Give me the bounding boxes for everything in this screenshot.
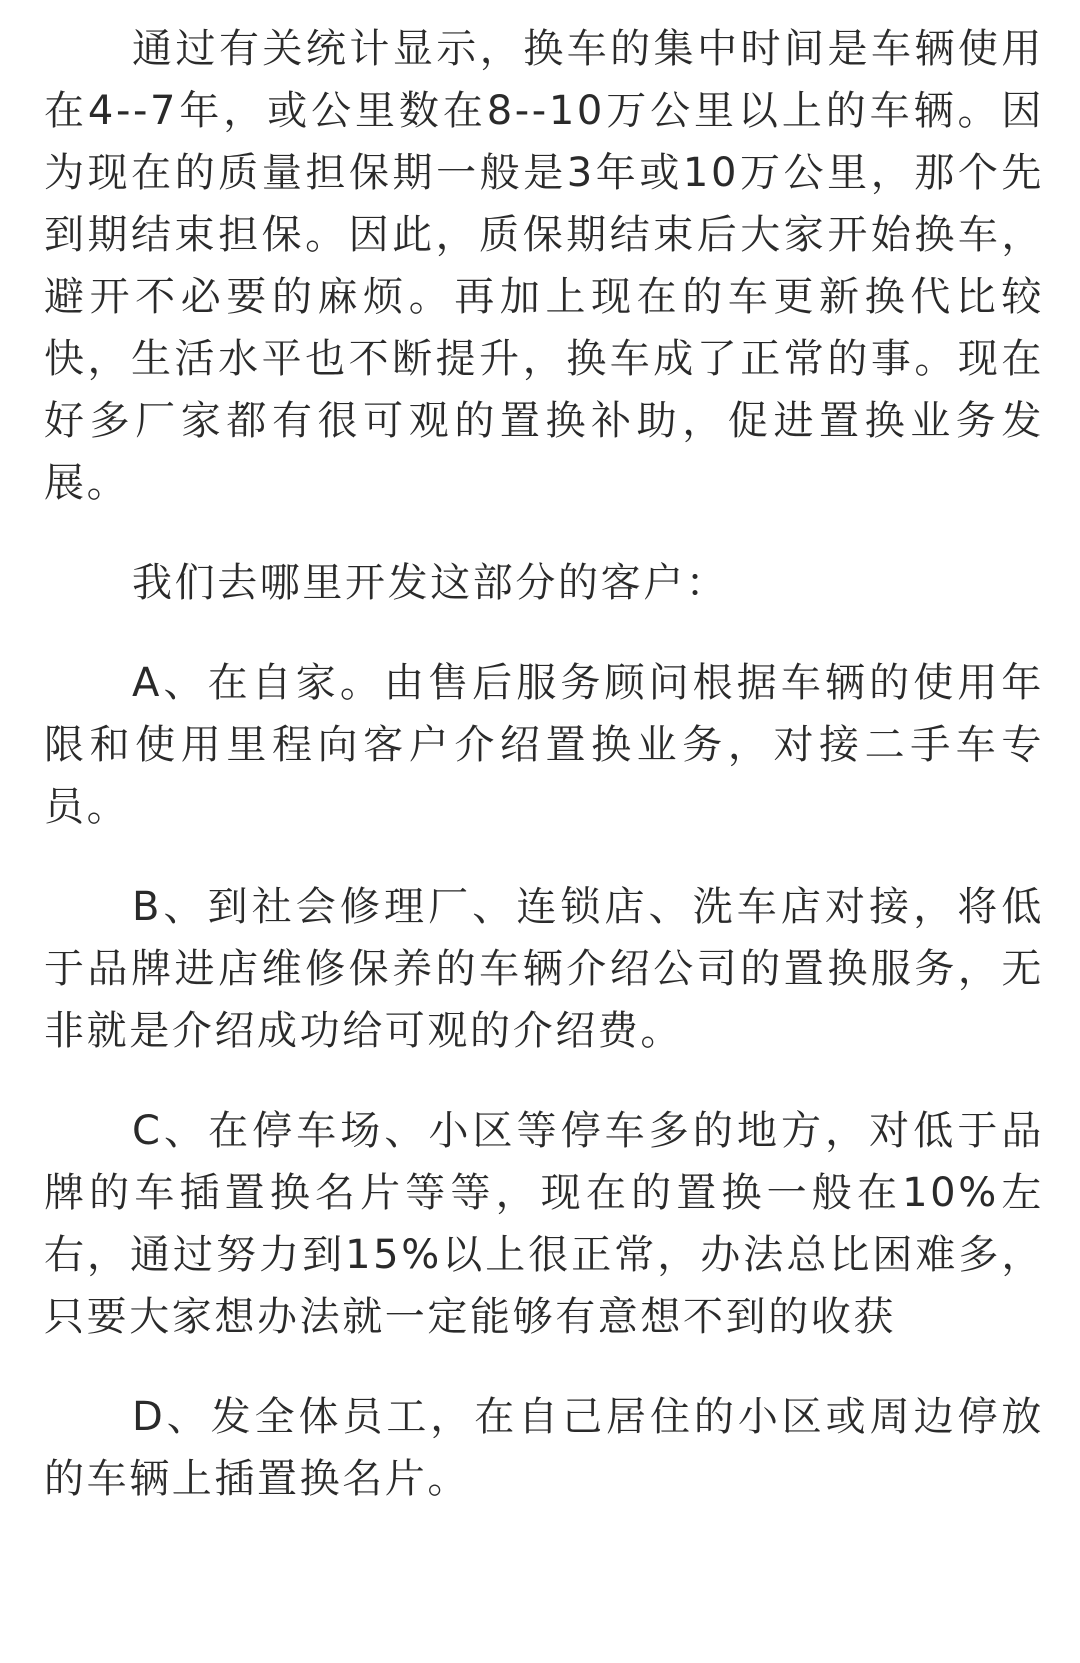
paragraph-option-b: B、到社会修理厂、连锁店、洗车店对接，将低于品牌进店维修保养的车辆介绍公司的置换服务，无非就是介绍成功给可观的介绍费。 — [44, 884, 1044, 1054]
paragraph-question: 我们去哪里开发这部分的客户： — [132, 560, 729, 606]
paragraph-intro: 通过有关统计显示，换车的集中时间是车辆使用在4--7年，或公里数在8--10万公里以上的车辆。因为现在的质量担保期一般是3年或10万公里，那个先到期结束担保。因此，质保期结束后大家开始换车，避开不必要的麻烦。再加上现在的车更新换代比较快，生活水平也不断提升，换车成了正常的事。现在好多厂家都有很可观的置换补助，促进置换业务发展。 — [44, 26, 1044, 506]
paragraph-option-d: D、发全体员工，在自己居住的小区或周边停放的车辆上插置换名片。 — [44, 1394, 1044, 1502]
paragraph-option-a: A、在自家。由售后服务顾问根据车辆的使用年限和使用里程向客户介绍置换业务，对接二手车专员。 — [44, 660, 1044, 830]
article-body — [44, 18, 1044, 1510]
paragraph-option-c: C、在停车场、小区等停车多的地方，对低于品牌的车插置换名片等等，现在的置换一般在10%左右，通过努力到15%以上很正常，办法总比困难多，只要大家想办法就一定能够有意想不到的收获 — [44, 1108, 1044, 1340]
